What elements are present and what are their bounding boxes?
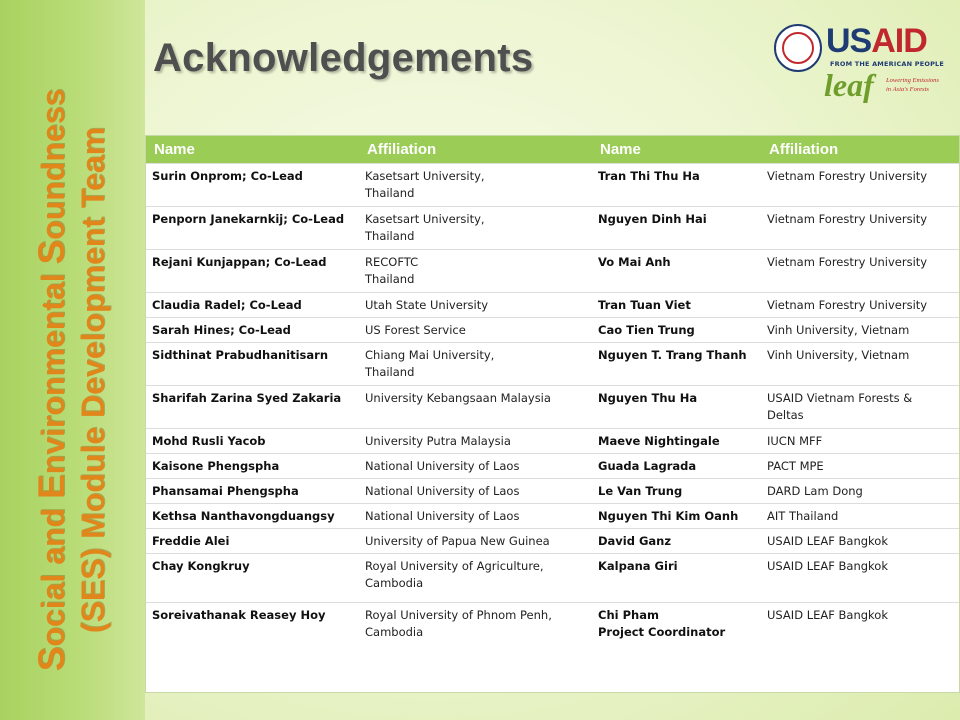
title-cap-s: S <box>30 646 72 672</box>
affiliation-cell: Vinh University, Vietnam <box>761 343 959 386</box>
affiliation-cell: National University of Laos <box>359 504 592 529</box>
affiliation-cell: Kasetsart University, Thailand <box>359 164 592 207</box>
affiliation-cell: IUCN MFF <box>761 429 959 454</box>
usaid-seal-icon <box>774 24 822 72</box>
header-affiliation-1: Affiliation <box>359 136 592 164</box>
name-cell: Chi Pham Project Coordinator <box>592 603 761 658</box>
logo-group <box>770 20 955 110</box>
affiliation-cell: DARD Lam Dong <box>761 479 959 504</box>
name-cell: Tran Tuan Viet <box>592 293 761 318</box>
affiliation-cell: AIT Thailand <box>761 504 959 529</box>
header-name-2: Name <box>592 136 761 164</box>
header-affiliation-2: Affiliation <box>761 136 959 164</box>
table-row <box>146 603 959 658</box>
affiliation-cell: Chiang Mai University, Thailand <box>359 343 592 386</box>
title-part: ocial and <box>34 499 71 647</box>
name-cell: Claudia Radel; Co-Lead <box>146 293 359 318</box>
name-cell: Rejani Kunjappan; Co-Lead <box>146 250 359 293</box>
name-cell: Guada Lagrada <box>592 454 761 479</box>
name-cell: Tran Thi Thu Ha <box>592 164 761 207</box>
table-row <box>146 386 959 429</box>
usaid-tagline: FROM THE AMERICAN PEOPLE <box>830 60 945 68</box>
name-cell: Sidthinat Prabudhanitisarn <box>146 343 359 386</box>
affiliation-cell: University of Papua New Guinea <box>359 529 592 554</box>
name-cell: Phansamai Phengspha <box>146 479 359 504</box>
affiliation-cell: Vietnam Forestry University <box>761 207 959 250</box>
affiliation-cell: USAID Vietnam Forests & Deltas <box>761 386 959 429</box>
table-row <box>146 207 959 250</box>
title-cap-s: S <box>30 239 72 265</box>
table-row <box>146 250 959 293</box>
name-cell: Freddie Alei <box>146 529 359 554</box>
affiliation-cell: University Putra Malaysia <box>359 429 592 454</box>
name-cell: Surin Onprom; Co-Lead <box>146 164 359 207</box>
name-cell: Cao Tien Trung <box>592 318 761 343</box>
affiliation-cell: USAID LEAF Bangkok <box>761 529 959 554</box>
table-row <box>146 504 959 529</box>
affiliation-cell: USAID LEAF Bangkok <box>761 554 959 603</box>
name-cell: Kethsa Nanthavongduangsy <box>146 504 359 529</box>
table-row <box>146 293 959 318</box>
usaid-logo: USAID <box>826 22 927 60</box>
name-cell: David Ganz <box>592 529 761 554</box>
name-cell: Maeve Nightingale <box>592 429 761 454</box>
affiliation-cell: Vietnam Forestry University <box>761 164 959 207</box>
name-cell: Nguyen Thi Kim Oanh <box>592 504 761 529</box>
name-cell: Sharifah Zarina Syed Zakaria <box>146 386 359 429</box>
name-cell: Chay Kongkruy <box>146 554 359 603</box>
name-cell: Nguyen Dinh Hai <box>592 207 761 250</box>
table-row <box>146 454 959 479</box>
leaf-tagline: Lowering Emissions in Asia's Forests <box>886 77 939 93</box>
table-row <box>146 479 959 504</box>
leaf-logo: leaf <box>824 67 874 103</box>
table-row <box>146 343 959 386</box>
affiliation-cell: National University of Laos <box>359 479 592 504</box>
name-cell: Le Van Trung <box>592 479 761 504</box>
vertical-title <box>17 70 127 690</box>
affiliation-cell: Utah State University <box>359 293 592 318</box>
affiliation-cell: Vinh University, Vietnam <box>761 318 959 343</box>
table-header-row <box>146 136 959 164</box>
title-part: oundness <box>34 88 71 240</box>
table-row <box>146 164 959 207</box>
page-title: Acknowledgements <box>153 36 534 80</box>
affiliation-cell: Kasetsart University, Thailand <box>359 207 592 250</box>
name-cell: Nguyen T. Trang Thanh <box>592 343 761 386</box>
table-row <box>146 554 959 603</box>
table-row <box>146 429 959 454</box>
sidebar-band <box>0 0 145 720</box>
title-cap-e: E <box>30 474 72 500</box>
name-cell: Kaisone Phengspha <box>146 454 359 479</box>
name-cell: Vo Mai Anh <box>592 250 761 293</box>
name-cell: Kalpana Giri <box>592 554 761 603</box>
name-cell: Sarah Hines; Co-Lead <box>146 318 359 343</box>
affiliation-cell: Vietnam Forestry University <box>761 293 959 318</box>
vertical-title-line-2: (SES) Module Development Team <box>74 126 111 634</box>
name-cell: Nguyen Thu Ha <box>592 386 761 429</box>
table-row <box>146 318 959 343</box>
affiliation-cell: US Forest Service <box>359 318 592 343</box>
affiliation-cell: University Kebangsaan Malaysia <box>359 386 592 429</box>
affiliation-cell: RECOFTC Thailand <box>359 250 592 293</box>
acknowledgements-table <box>145 135 960 693</box>
affiliation-cell: PACT MPE <box>761 454 959 479</box>
affiliation-cell: Royal University of Phnom Penh, Cambodia <box>359 603 592 658</box>
vertical-title-line-1 <box>32 89 73 672</box>
name-cell: Soreivathanak Reasey Hoy <box>146 603 359 658</box>
affiliation-cell: USAID LEAF Bangkok <box>761 603 959 658</box>
name-cell: Mohd Rusli Yacob <box>146 429 359 454</box>
affiliation-cell: Vietnam Forestry University <box>761 250 959 293</box>
header-name-1: Name <box>146 136 359 164</box>
affiliation-cell: Royal University of Agriculture, Cambodia <box>359 554 592 603</box>
name-cell: Penporn Janekarnkij; Co-Lead <box>146 207 359 250</box>
table-row <box>146 529 959 554</box>
title-part: nvironmental <box>34 264 71 475</box>
affiliation-cell: National University of Laos <box>359 454 592 479</box>
